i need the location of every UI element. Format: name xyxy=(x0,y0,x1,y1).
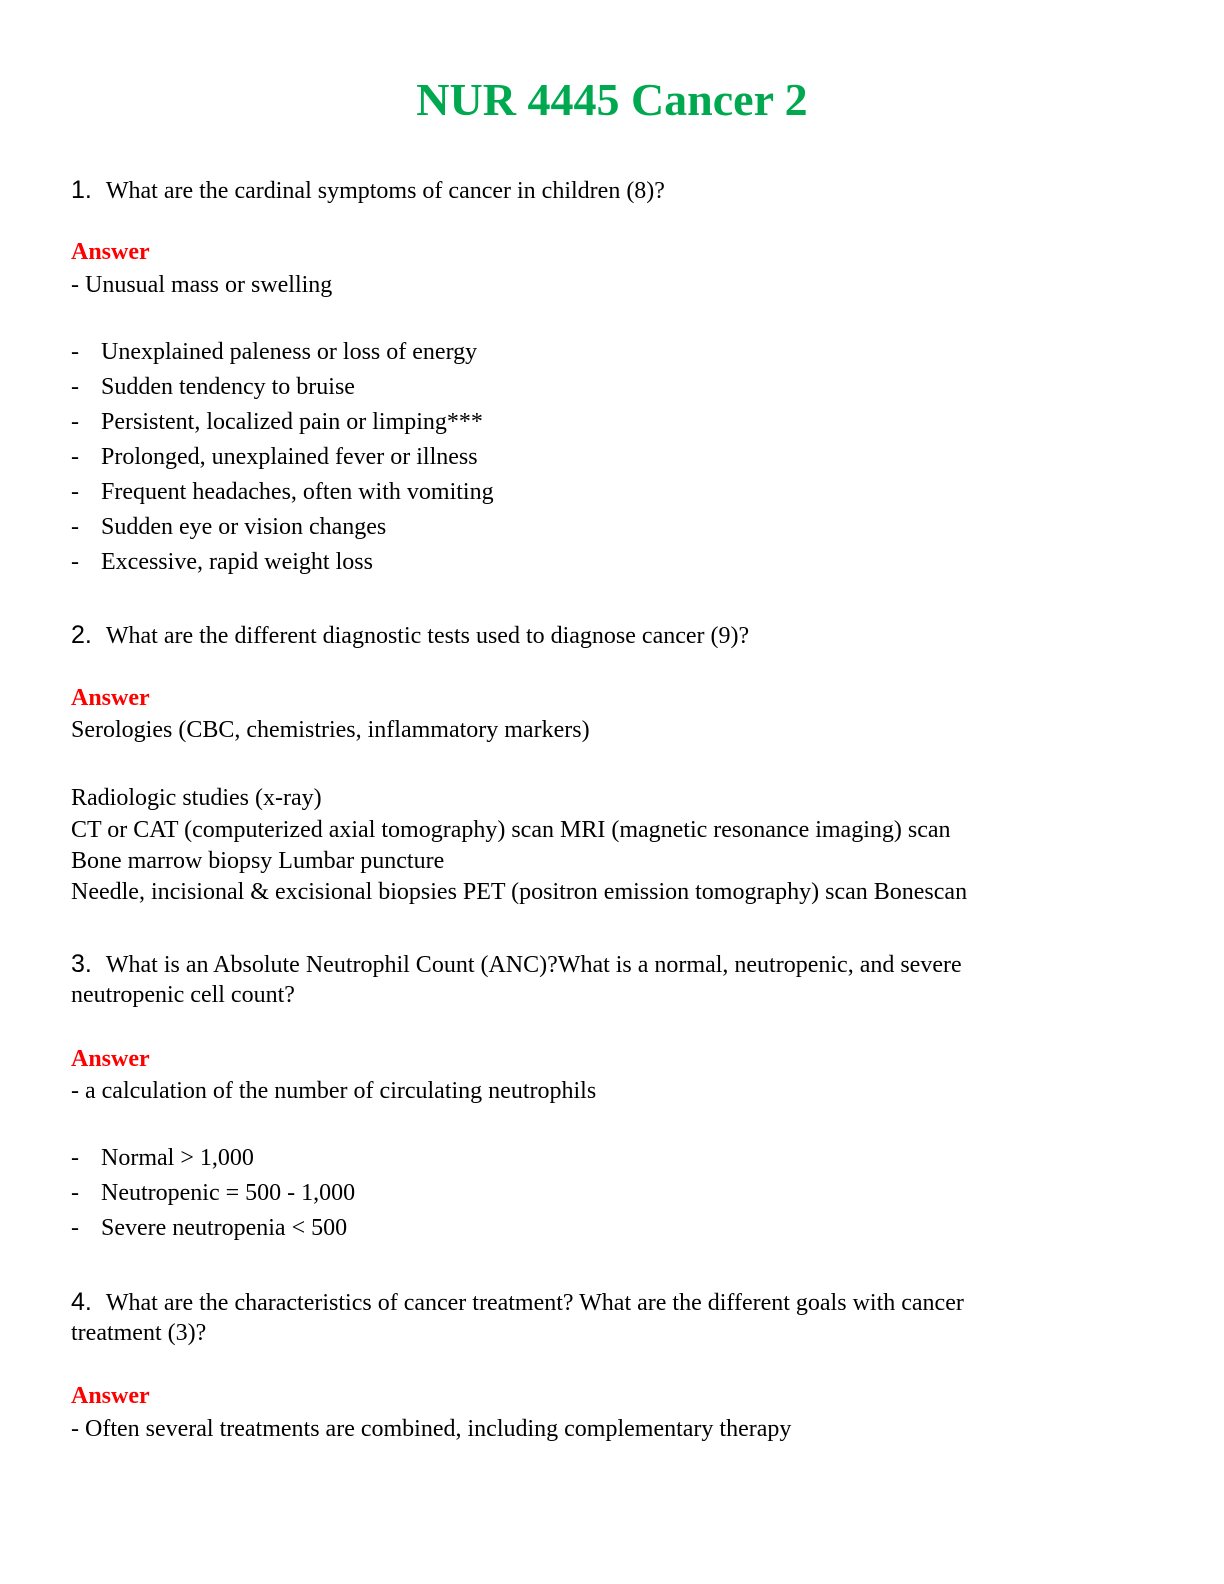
list-dash: - xyxy=(71,409,79,435)
question-number: 4. xyxy=(71,1288,92,1316)
list-item: Neutropenic = 500 - 1,000 xyxy=(101,1180,356,1206)
list-item: Sudden tendency to bruise xyxy=(101,374,355,400)
list-dash: - xyxy=(71,374,79,400)
list-item: Persistent, localized pain or limping*** xyxy=(101,409,483,435)
page-title: NUR 4445 Cancer 2 xyxy=(416,74,808,125)
list-item: Frequent headaches, often with vomiting xyxy=(101,479,494,505)
answer-label: Answer xyxy=(71,239,150,265)
answer-line: CT or CAT (computerized axial tomography) scan MRI (magnetic resonance imaging) scan xyxy=(71,817,951,843)
answer-label: Answer xyxy=(71,1046,150,1072)
list-dash: - xyxy=(71,514,79,540)
list-dash: - xyxy=(71,339,79,365)
question-text: What are the different diagnostic tests used to diagnose cancer (9)? xyxy=(105,623,750,649)
list-dash: - xyxy=(71,1215,79,1241)
question-number: 1. xyxy=(71,176,92,204)
question-text: What are the cardinal symptoms of cancer in children (8)? xyxy=(105,178,665,204)
list-item: Excessive, rapid weight loss xyxy=(101,549,373,575)
list-dash: - xyxy=(71,444,79,470)
list-item: Sudden eye or vision changes xyxy=(101,514,387,540)
question-3 xyxy=(71,949,962,981)
question-text: What is an Absolute Neutrophil Count (ANC)?What is a normal, neutropenic, and severe xyxy=(105,952,962,978)
question-4 xyxy=(71,1287,964,1319)
question-text-continued: neutropenic cell count? xyxy=(71,982,295,1008)
answer-first-line: - Often several treatments are combined, including complementary therapy xyxy=(71,1416,792,1442)
answer-first-line: - a calculation of the number of circulating neutrophils xyxy=(71,1078,597,1104)
list-dash: - xyxy=(71,1180,79,1206)
answer-label: Answer xyxy=(71,685,150,711)
answer-first-line: - Unusual mass or swelling xyxy=(71,272,333,298)
question-text-continued: treatment (3)? xyxy=(71,1320,207,1346)
list-dash: - xyxy=(71,1145,79,1171)
list-item: Normal > 1,000 xyxy=(101,1145,254,1171)
answer-line: Needle, incisional & excisional biopsies PET (positron emission tomography) scan Bonescan xyxy=(71,879,968,905)
answer-line: Radiologic studies (x-ray) xyxy=(71,785,322,811)
answer-label: Answer xyxy=(71,1383,150,1409)
question-text: What are the characteristics of cancer treatment? What are the different goals with cancer xyxy=(105,1290,964,1316)
question-number: 2. xyxy=(71,621,92,649)
answer-first-line: Serologies (CBC, chemistries, inflammatory markers) xyxy=(71,717,590,743)
list-item: Prolonged, unexplained fever or illness xyxy=(101,444,478,470)
question-1 xyxy=(71,175,665,207)
question-number: 3. xyxy=(71,950,92,978)
list-item: Severe neutropenia < 500 xyxy=(101,1215,348,1241)
list-dash: - xyxy=(71,549,79,575)
list-item: Unexplained paleness or loss of energy xyxy=(101,339,478,365)
list-dash: - xyxy=(71,479,79,505)
answer-line: Bone marrow biopsy Lumbar puncture xyxy=(71,848,445,874)
question-2 xyxy=(71,620,749,652)
